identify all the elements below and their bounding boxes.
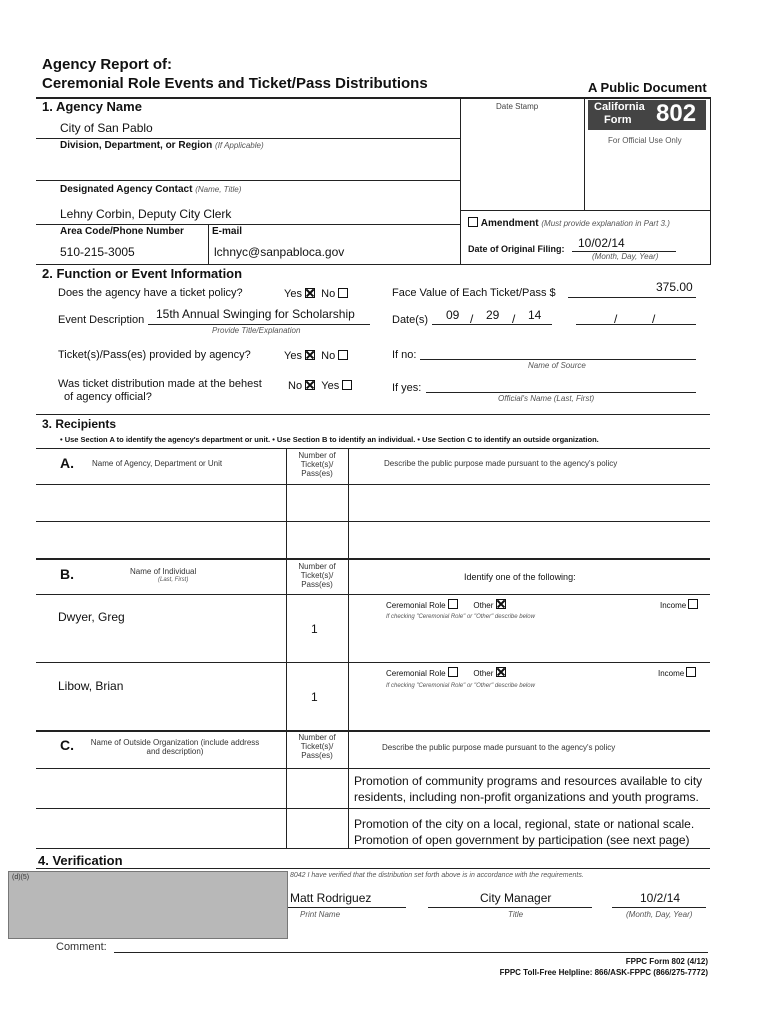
recipient-name: Dwyer, Greg <box>58 610 125 624</box>
original-filing-label: Date of Original Filing: <box>468 244 565 254</box>
section-c-col3: Describe the public purpose made pursuant to the agency's policy <box>382 743 616 752</box>
original-filing-value: 10/02/14 <box>578 236 625 250</box>
behest-options: No Yes <box>288 380 352 392</box>
behest-no-checkbox[interactable] <box>305 380 315 390</box>
recipient-role-options: Ceremonial Role Other <box>386 667 506 678</box>
section-c-num-col: Number of Ticket(s)/ Pass(es) <box>298 733 336 760</box>
event-description-label: Event Description <box>58 314 145 326</box>
email-label: E-mail <box>212 226 243 237</box>
income-option: Income <box>660 599 698 610</box>
verification-statement: 8042 I have verified that the distribution set forth above is in accordance with the requirements. <box>290 872 584 879</box>
date-note: (Month, Day, Year) <box>626 910 693 919</box>
event-description-value: 15th Annual Swinging for Scholarship <box>156 307 355 321</box>
ceremonial-checkbox[interactable] <box>448 599 458 609</box>
provided-no-checkbox[interactable] <box>338 350 348 360</box>
face-value-label: Face Value of Each Ticket/Pass $ <box>392 287 556 299</box>
income-option: Income <box>658 667 696 678</box>
section-a-col1: Name of Agency, Department or Unit <box>92 459 223 468</box>
provided-by-agency-question: Ticket(s)/Pass(es) provided by agency? <box>58 349 251 361</box>
date-month: 09 <box>446 308 460 322</box>
footer-helpline: FPPC Toll-Free Helpline: 866/ASK-FPPC (866/275-7772) <box>499 968 708 977</box>
date-year: 14 <box>528 308 542 322</box>
agency-name-value: City of San Pablo <box>60 121 153 135</box>
section2-heading: 2. Function or Event Information <box>42 266 243 281</box>
phone-label: Area Code/Phone Number <box>60 226 184 237</box>
form-title-line1: Agency Report of: <box>42 56 173 73</box>
title-note: Title <box>508 910 524 919</box>
if-yes-label: If yes: <box>392 382 422 394</box>
if-no-note: Name of Source <box>528 361 586 370</box>
email-value: lchnyc@sanpabloca.gov <box>214 245 345 259</box>
provided-yes-checkbox[interactable] <box>305 350 315 360</box>
recipient-name: Libow, Brian <box>58 679 124 693</box>
sign-date: 10/2/14 <box>640 891 681 905</box>
section-b-num-col: Number of Ticket(s)/ Pass(es) <box>298 562 336 589</box>
section-a-col3: Describe the public purpose made pursuant to the agency's policy <box>384 459 618 468</box>
date-stamp-label: Date Stamp <box>496 102 539 111</box>
section3-heading: 3. Recipients <box>42 417 117 431</box>
c-purpose-2: Promotion of the city on a local, regional, state or national scale. Promotion of open government by participation (see next page) <box>354 817 695 847</box>
ceremonial-checkbox[interactable] <box>448 667 458 677</box>
footer-form-id: FPPC Form 802 (4/12) <box>625 957 708 966</box>
section4-heading: 4. Verification <box>38 853 123 868</box>
original-filing-note: (Month, Day, Year) <box>592 252 659 261</box>
income-checkbox[interactable] <box>688 599 698 609</box>
amendment-checkbox[interactable] <box>468 217 478 227</box>
section-b-col1: Name of Individual <box>130 567 197 576</box>
form-badge: California Form 802 <box>588 100 706 130</box>
section-b-col3: Identify one of the following: <box>464 572 576 582</box>
section-a-letter: A. <box>60 455 74 471</box>
comment-label: Comment: <box>56 941 107 953</box>
behest-yes-checkbox[interactable] <box>342 380 352 390</box>
date-day: 29 <box>486 308 500 322</box>
phone-value: 510-215-3005 <box>60 245 135 259</box>
division-label: Division, Department, or Region (If Applicable) <box>60 140 264 151</box>
if-no-label: If no: <box>392 349 417 361</box>
other-checkbox[interactable] <box>496 667 506 677</box>
c-purpose-1: Promotion of community programs and resources available to city residents, including non-profit organizations and youth programs. <box>354 774 703 804</box>
role-explain-note: If checking "Ceremonial Role" or "Other" describe below <box>386 683 535 689</box>
behest-question-line1: Was ticket distribution made at the behest <box>58 378 262 390</box>
public-document-label: A Public Document <box>588 80 707 95</box>
other-checkbox[interactable] <box>496 599 506 609</box>
behest-question-line2: of agency official? <box>64 391 152 403</box>
recipient-role-options: Ceremonial Role Other <box>386 599 506 610</box>
section-b-col1-note: (Last, First) <box>158 577 189 583</box>
provided-options: Yes No <box>284 350 348 362</box>
recipient-count: 1 <box>311 690 318 704</box>
section1-heading: 1. Agency Name <box>42 99 142 114</box>
income-checkbox[interactable] <box>686 667 696 677</box>
section3-instructions: • Use Section A to identify the agency's department or unit. • Use Section B to identify an individual. • Use Section C to identify an outside organization. <box>60 435 599 444</box>
recipient-count: 1 <box>311 622 318 636</box>
official-use-label: For Official Use Only <box>608 136 682 145</box>
section-c-col1: Name of Outside Organization (include address and description) <box>90 738 260 756</box>
ticket-policy-options: Yes No <box>284 288 348 300</box>
dates-label: Date(s) <box>392 314 429 326</box>
redaction-box: (d)(5) <box>8 871 288 939</box>
form-number: 802 <box>656 100 697 127</box>
if-yes-note: Official's Name (Last, First) <box>498 394 595 403</box>
contact-label: Designated Agency Contact (Name, Title) <box>60 184 242 195</box>
signer-title: City Manager <box>480 891 552 905</box>
role-explain-note: If checking "Ceremonial Role" or "Other" describe below <box>386 614 535 620</box>
face-value: 375.00 <box>656 280 693 294</box>
form-title-line2: Ceremonial Role Events and Ticket/Pass Distributions <box>42 75 428 92</box>
section-b-letter: B. <box>60 566 74 582</box>
contact-value: Lehny Corbin, Deputy City Clerk <box>60 207 232 221</box>
policy-yes-checkbox[interactable] <box>305 288 315 298</box>
section-a-num-col: Number of Ticket(s)/ Pass(es) <box>298 451 336 478</box>
signer-name: Matt Rodriguez <box>290 891 372 905</box>
policy-no-checkbox[interactable] <box>338 288 348 298</box>
ticket-policy-question: Does the agency have a ticket policy? <box>58 287 243 299</box>
section-c-letter: C. <box>60 737 74 753</box>
amendment-row: Amendment (Must provide explanation in Part 3.) <box>468 217 670 229</box>
print-name-note: Print Name <box>300 910 341 919</box>
event-description-note: Provide Title/Explanation <box>212 326 301 335</box>
